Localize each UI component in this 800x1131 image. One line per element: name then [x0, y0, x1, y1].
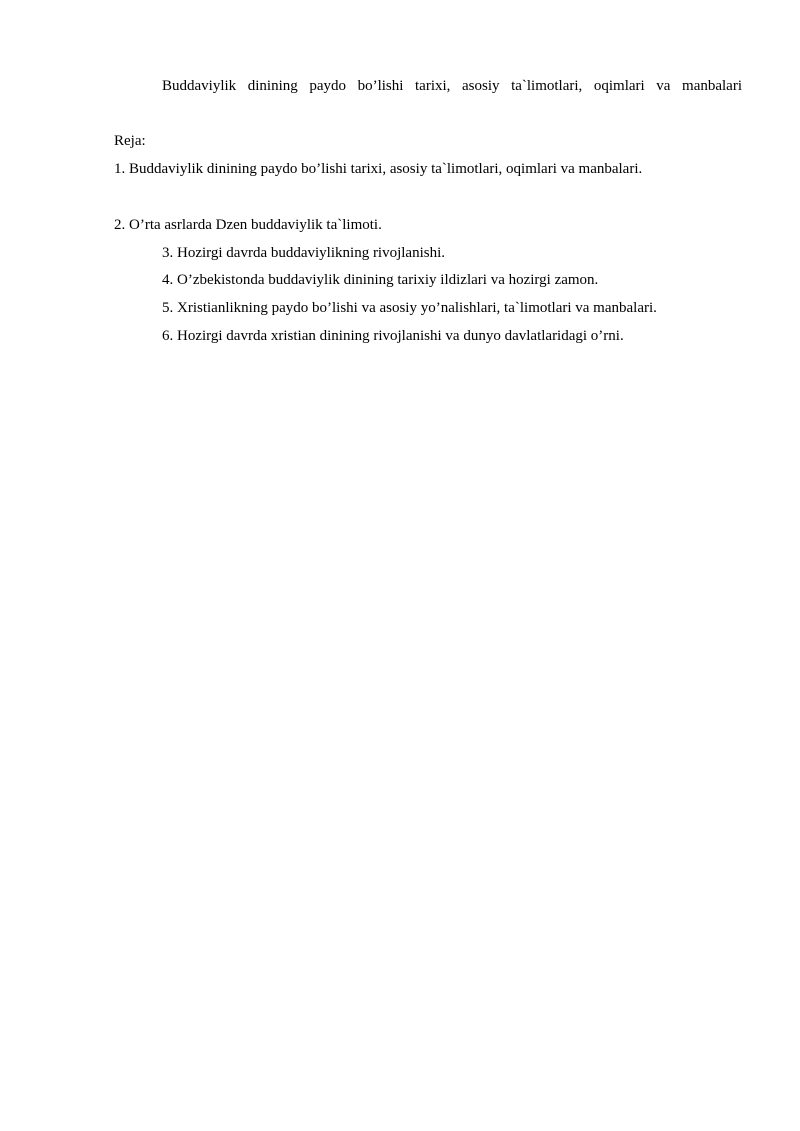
- document-title: Buddaviylik dinining paydo bo’lishi tarixi, asosiy ta`limotlari, oqimlari va manbalari: [162, 78, 742, 94]
- plan-item-1: 1. Buddaviylik dinining paydo bo’lishi tarixi, asosiy ta`limotlari, oqimlari va manbalari.: [114, 161, 643, 177]
- plan-item-5: 5. Xristianlikning paydo bo’lishi va asosiy yo’nalishlari, ta`limotlari va manbalari.: [162, 300, 657, 316]
- plan-item-6: 6. Hozirgi davrda xristian dinining rivojlanishi va dunyo davlatlaridagi o’rni.: [162, 328, 624, 344]
- plan-item-4: 4. O’zbekistonda buddaviylik dinining tarixiy ildizlari va hozirgi zamon.: [162, 272, 599, 288]
- plan-item-2: 2. O’rta asrlarda Dzen buddaviylik ta`limoti.: [114, 217, 382, 233]
- plan-item-3: 3. Hozirgi davrda buddaviylikning rivojlanishi.: [162, 245, 446, 261]
- plan-label: Reja:: [114, 133, 146, 149]
